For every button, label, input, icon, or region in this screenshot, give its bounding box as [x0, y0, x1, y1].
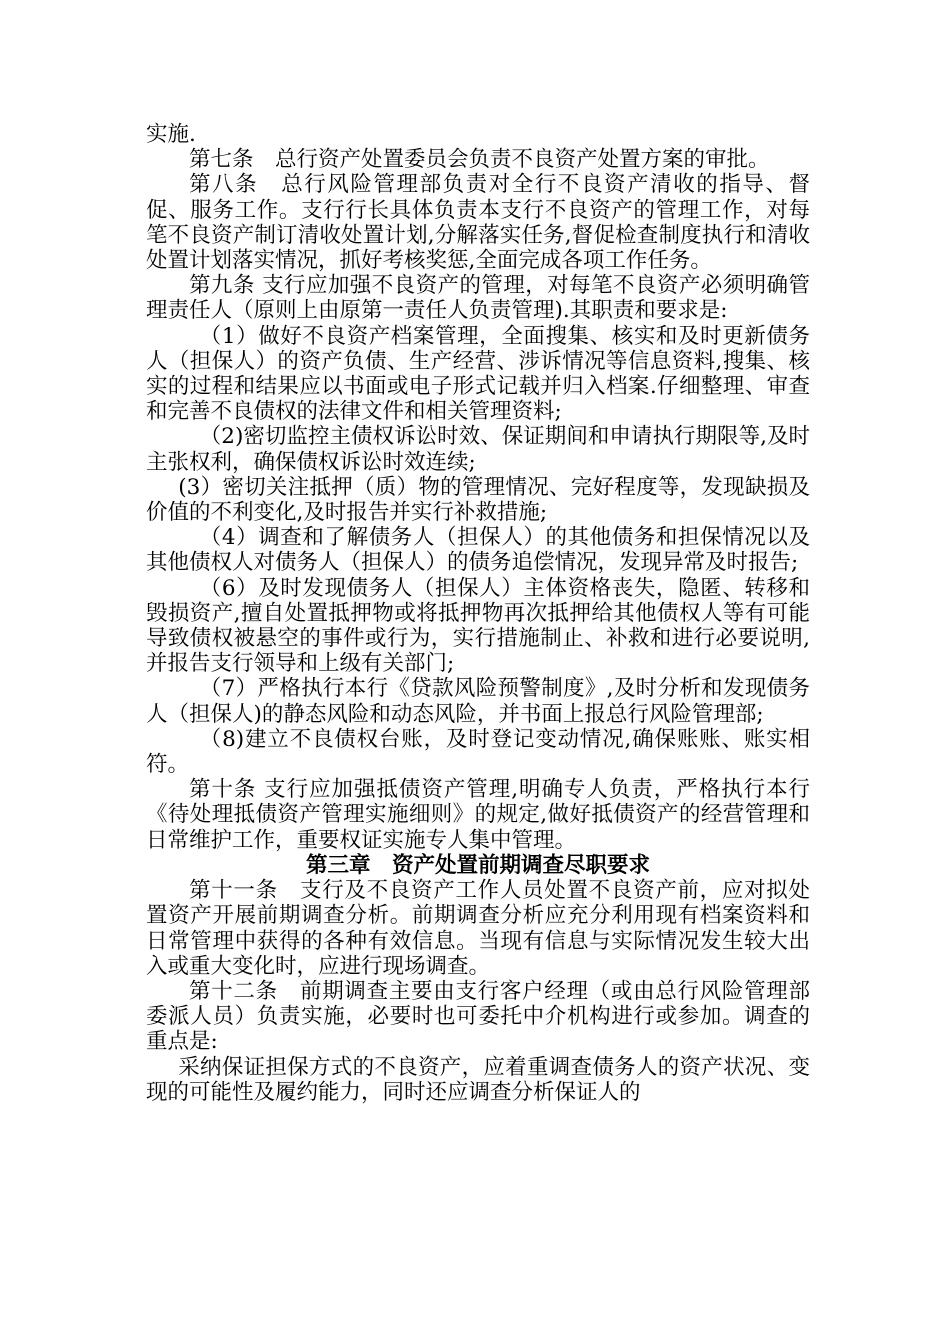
article-9-item-8: （8)建立不良债权台账，及时登记变动情况,确保账账、账实相符。	[146, 726, 810, 778]
article-12-guarantee-para: 采纳保证担保方式的不良资产，应着重调查债务人的资产状况、变现的可能性及履约能力，同时还应调查分析保证人的	[146, 1054, 810, 1105]
chapter-3-heading: 第三章 资产处置前期调查尽职要求	[305, 852, 650, 878]
document-page	[146, 122, 810, 1105]
article-8: 第八条 总行风险管理部负责对全行不良资产清收的指导、督促、服务工作。支行行长具体负责本支行不良资产的管理工作，对每笔不良资产制订清收处置计划,分解落实任务,督促检查制度执行和清收处置计划落实情况，抓好考核奖惩,全面完成各项工作任务。	[146, 172, 810, 274]
article-9-item-2: （2)密切监控主债权诉讼时效、保证期间和申请执行期限等,及时主张权利，确保债权诉讼时效连续;	[146, 424, 810, 475]
article-9-item-1: （1）做好不良资产档案管理，全面搜集、核实和及时更新债务人（担保人）的资产负债、生产经营、涉诉情况等信息资料,搜集、核实的过程和结果应以书面或电子形式记载并归入档案.仔细整理、审查和完善不良债权的法律文件和相关管理资料;	[146, 323, 810, 425]
article-9-item-3: (3）密切关注抵押（质）物的管理情况、完好程度等，发现缺损及价值的不利变化,及时报告并实行补救措施;	[146, 474, 810, 526]
article-10: 第十条 支行应加强抵债资产管理,明确专人负责，严格执行本行《待处理抵债资产管理实施细则》的规定,做好抵债资产的经营管理和日常维护工作，重要权证实施专人集中管理。	[146, 777, 810, 853]
article-9: 第九条 支行应加强不良资产的管理，对每笔不良资产必须明确管理责任人（原则上由原第一责任人负责管理).其职责和要求是:	[146, 273, 810, 324]
paragraph-continuation: 实施.	[146, 122, 196, 147]
article-9-item-6: （6）及时发现债务人（担保人）主体资格丧失，隐匿、转移和毁损资产,擅自处置抵押物或将抵押物再次抵押给其他债权人等有可能导致债权被悬空的事件或行为，实行措施制止、补救和进行必要说明,并报告支行领导和上级有关部门;	[146, 575, 810, 677]
article-9-item-7: （7）严格执行本行《贷款风险预警制度》,及时分析和发现债务人（担保人)的静态风险和动态风险，并书面上报总行风险管理部;	[146, 676, 810, 727]
article-12: 第十二条 前期调查主要由支行客户经理（或由总行风险管理部委派人员）负责实施，必要时也可委托中介机构进行或参加。调查的重点是:	[146, 978, 810, 1055]
article-9-item-4: （4）调查和了解债务人（担保人）的其他债务和担保情况以及其他债权人对债务人（担保人）的债务追偿情况，发现异常及时报告;	[146, 525, 810, 576]
article-7: 第七条 总行资产处置委员会负责不良资产处置方案的审批。	[189, 147, 770, 173]
article-11: 第十一条 支行及不良资产工作人员处置不良资产前，应对拟处置资产开展前期调查分析。前期调查分析应充分利用现有档案资料和日常管理中获得的各种有效信息。当现有信息与实际情况发生较大出入或重大变化时，应进行现场调查。	[146, 878, 810, 979]
